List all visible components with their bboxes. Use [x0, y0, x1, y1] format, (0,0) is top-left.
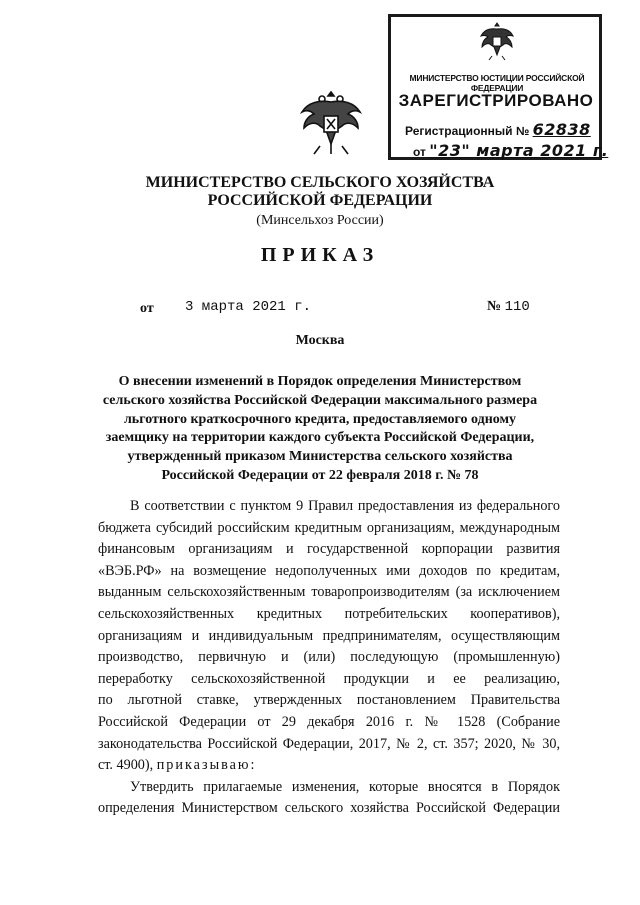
body-last-line-start: ст. 4900),	[98, 757, 154, 774]
body-line: финансовым организациям и государственной корпорации развития	[98, 541, 560, 558]
order-command-word: приказываю:	[156, 757, 257, 774]
body-line: организациям и индивидуальным предпринимателям, осуществляющим	[98, 627, 560, 644]
subject-line: льготного краткосрочного кредита, предоставляемого одному	[123, 411, 517, 427]
stamp-date-prefix: от	[413, 145, 426, 159]
stamp-ministry-name: МИНИСТЕРСТВО ЮСТИЦИИ РОССИЙСКОЙ ФЕДЕРАЦИИ	[409, 73, 585, 93]
body-line: выданным сельскохозяйственным товаропроизводителям (за исключением	[98, 584, 560, 601]
order-body	[98, 496, 560, 820]
order-number-sign: №	[487, 299, 502, 314]
body-line: по льготной ставке, утвержденных постановлением Правительства	[98, 692, 560, 709]
subject-line: О внесении изменений в Порядок определения Министерством	[118, 374, 522, 389]
body-line: переработку сельскохозяйственной продукции и ее реализацию,	[98, 670, 560, 687]
stamp-emblem-icon	[478, 21, 516, 61]
body-line: «ВЭБ.РФ» на возмещение недополученных ими доходов по кредитам,	[98, 562, 560, 579]
subject-line: заемщику на территории каждого субъекта Российской Федерации,	[105, 430, 535, 446]
subject-line: сельского хозяйства Российской Федерации максимального размера	[102, 392, 538, 408]
body-line: законодательства Российской Федерации, 2017, № 2, ст. 357; 2020, № 30,	[98, 735, 560, 752]
body-line: производство, первичную и (или) последующую (промышленную)	[98, 649, 560, 666]
stamp-registered-label: ЗАРЕГИСТРИРОВАНО	[398, 91, 594, 110]
ministry-name-line1: МИНИСТЕРСТВО СЕЛЬСКОГО ХОЗЯЙСТВА	[145, 174, 495, 191]
stamp-date: "23" марта 2021 г.	[429, 141, 609, 160]
subject-line: утвержденный приказом Министерства сельского хозяйства	[127, 449, 513, 465]
stamp-reg-number: 62838	[532, 120, 591, 139]
coat-of-arms-icon	[296, 88, 366, 160]
document-type-title: ПРИКАЗ	[260, 244, 380, 266]
body-line: сельскохозяйственных кредитных потребительских кооперативов),	[98, 605, 560, 622]
body-line: Российской Федерации от 29 декабря 2016 г. № 1528 (Собрание	[98, 713, 560, 730]
order-date-prefix: от	[140, 301, 154, 316]
body-line: Утвердить прилагаемые изменения, которые вносятся в Порядок	[130, 778, 560, 795]
order-number-value: 110	[504, 299, 530, 315]
order-date: 3 марта 2021 г.	[185, 299, 312, 315]
stamp-reg-label: Регистрационный №	[405, 124, 530, 138]
body-last-line	[98, 755, 560, 777]
order-city: Москва	[295, 333, 345, 348]
stamp-registration-line	[405, 120, 595, 139]
order-number	[487, 299, 530, 315]
order-subject	[100, 373, 540, 486]
body-line: определения Министерством сельского хозяйства Российской Федерации	[98, 800, 560, 817]
ministry-name-line2: РОССИЙСКОЙ ФЕДЕРАЦИИ	[207, 192, 433, 209]
stamp-date-line	[413, 141, 609, 160]
subject-line: Российской Федерации от 22 февраля 2018 г. № 78	[161, 467, 479, 483]
registration-stamp	[388, 14, 609, 160]
body-line: В соответствии с пунктом 9 Правил предоставления из федерального	[130, 498, 560, 514]
body-line: бюджета субсидий российским кредитным организациям, международным	[98, 519, 560, 536]
ministry-short-name: (Минсельхоз России)	[256, 213, 384, 228]
